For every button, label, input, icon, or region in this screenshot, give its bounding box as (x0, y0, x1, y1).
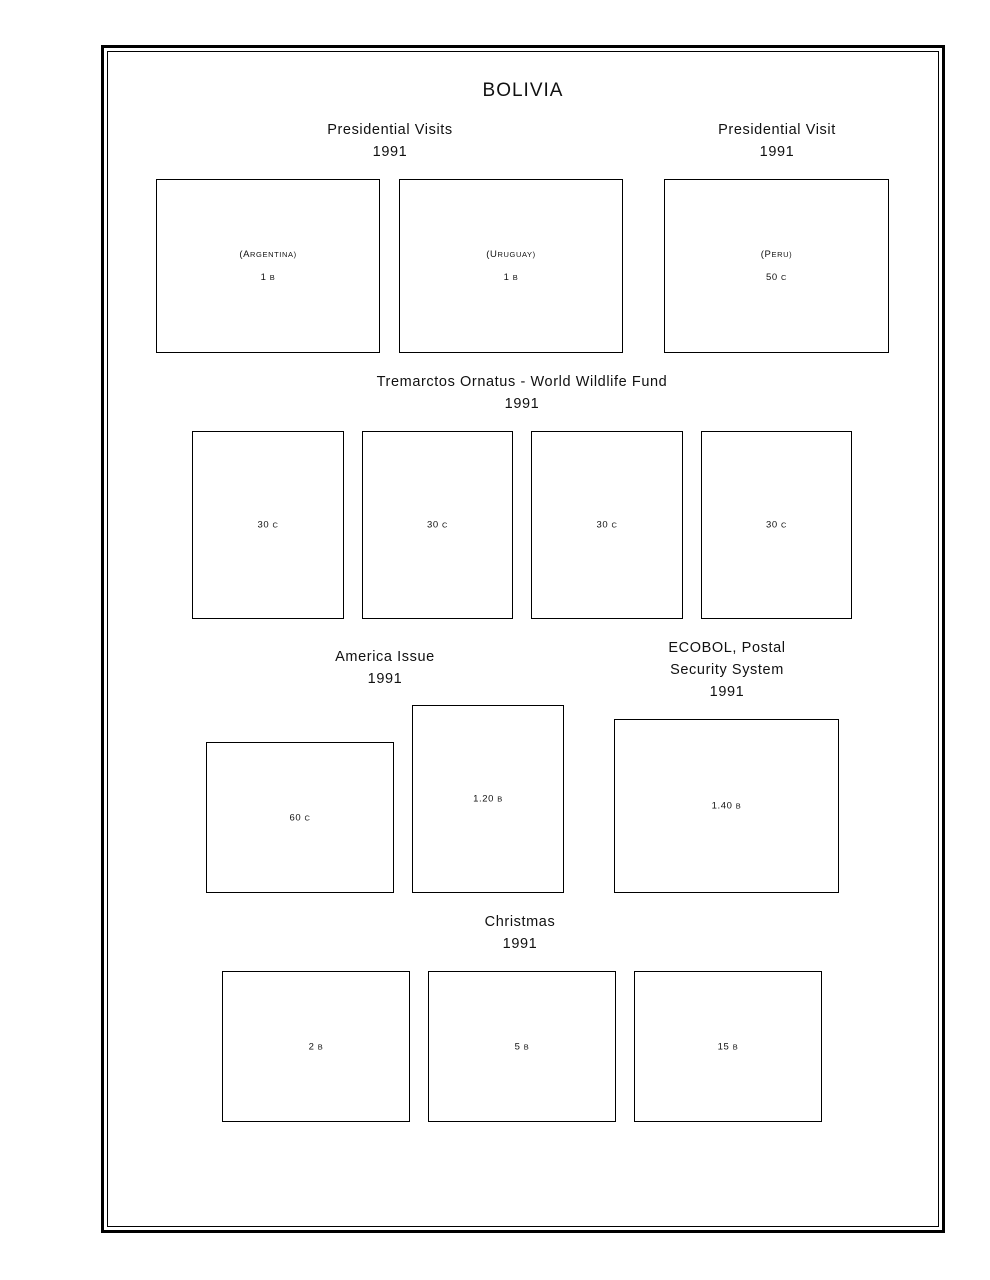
stamp-value: 1.40 B (711, 800, 742, 812)
section-heading-wwf (322, 371, 722, 415)
section-title: Christmas (484, 914, 556, 930)
section-year: 1991 (504, 396, 540, 412)
stamp-space-wwf-4 (701, 431, 852, 619)
section-title: Presidential Visits (327, 122, 453, 138)
stamp-value: 30 C (596, 519, 618, 531)
stamp-value: 1 B (260, 272, 276, 283)
section-year: 1991 (759, 144, 795, 160)
stamp-space-america-2 (412, 705, 564, 893)
stamp-value: 60 C (289, 812, 311, 823)
section-year: 1991 (502, 936, 538, 952)
stamp-value: 2 B (308, 1041, 324, 1052)
stamp-value: 30 C (765, 519, 788, 531)
section-year: 1991 (372, 144, 408, 160)
section-year: 1991 (367, 671, 403, 687)
stamp-space-ecobol (614, 719, 839, 893)
section-heading-america-issue (285, 646, 485, 690)
stamp-space-wwf-1 (192, 431, 344, 619)
stamp-value: 1.20 B (473, 793, 503, 805)
stamp-caption (157, 243, 379, 289)
stamp-value: 30 C (426, 519, 449, 531)
stamp-country: (PERU) (760, 249, 793, 260)
section-title: Presidential Visit (718, 122, 836, 138)
stamp-value: 1 B (503, 272, 519, 283)
section-heading-presidential-visit (677, 119, 877, 163)
section-title: Tremarctos Ornatus - World Wildlife Fund (376, 374, 668, 390)
stamp-caption (665, 243, 888, 289)
stamp-space-peru (664, 179, 889, 353)
stamp-space-america-1 (206, 742, 394, 893)
section-title: America Issue (335, 649, 435, 665)
stamp-space-uruguay (399, 179, 623, 353)
stamp-value: 50 C (765, 272, 788, 283)
stamp-space-wwf-2 (362, 431, 513, 619)
stamp-space-wwf-3 (531, 431, 683, 619)
stamp-value: 5 B (514, 1041, 530, 1052)
stamp-space-christmas-1 (222, 971, 410, 1122)
stamp-country: (URUGUAY) (486, 249, 536, 260)
section-title-line1: ECOBOL, Postal (668, 640, 786, 656)
section-heading-ecobol (627, 637, 827, 703)
stamp-space-argentina (156, 179, 380, 353)
section-heading-christmas (420, 911, 620, 955)
stamp-value: 30 C (257, 519, 279, 531)
page-title: BOLIVIA (482, 80, 564, 101)
section-heading-presidential-visits (290, 119, 490, 163)
stamp-country: (ARGENTINA) (239, 249, 297, 260)
stamp-value: 15 B (717, 1041, 739, 1052)
stamp-space-christmas-2 (428, 971, 616, 1122)
stamp-space-christmas-3 (634, 971, 822, 1122)
section-title-line2: Security System (670, 662, 784, 678)
stamp-caption (400, 243, 622, 289)
section-year: 1991 (709, 684, 745, 700)
